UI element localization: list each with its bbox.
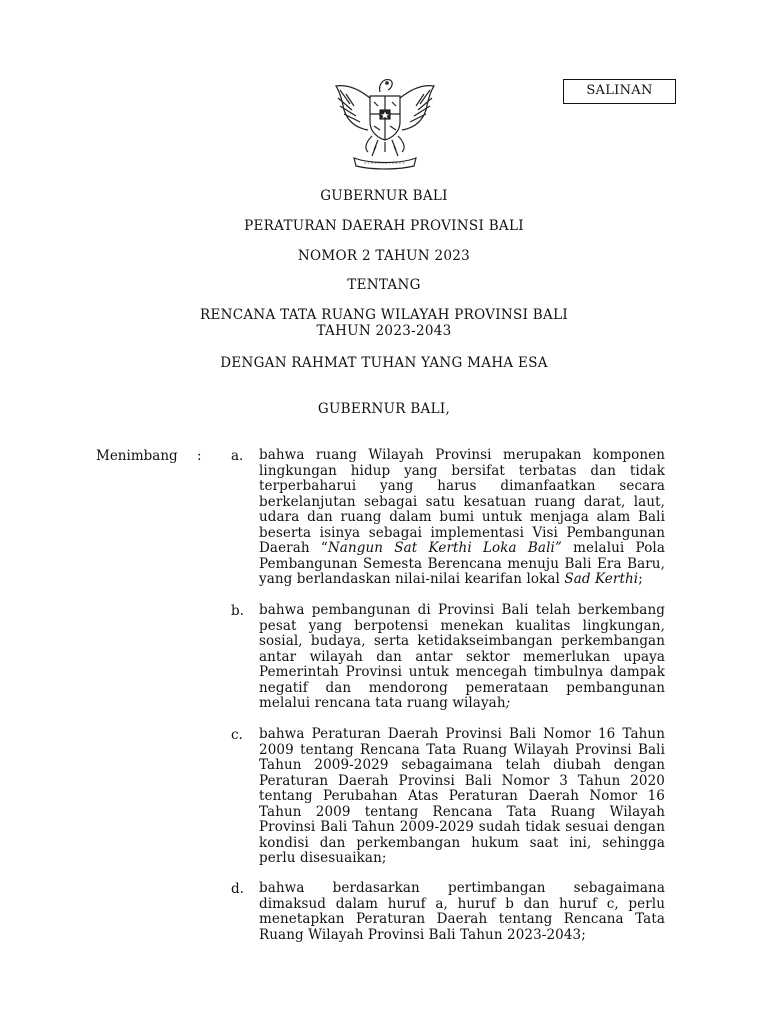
- considering-item-d: [231, 881, 665, 943]
- considering-label: Menimbang: [96, 448, 178, 464]
- item-text: bahwa ruang Wilayah Provinsi merupakan komponen lingkungan hidup yang bersifat terbatas dan tidak terperbaharui yang harus dimanfaatkan secara berkelanjutan sebagai satu kesatuan ruang darat, laut, udara dan ruang dalam bumi untuk menjaga alam Bali beserta isinya sebagai implementasi Visi Pembangunan Daerah “Nangun Sat Kerthi Loka Bali” melalui Pola Pembangunan Semesta Berencana menuju Bali Era Baru, yang berlandaskan nilai-nilai kearifan lokal Sad Kerthi;: [259, 447, 665, 587]
- copy-stamp: SALINAN: [563, 79, 676, 104]
- governor-heading: GUBERNUR BALI,: [317, 401, 451, 417]
- subject-line-2: TAHUN 2023-2043: [316, 323, 452, 339]
- subject-line-1: RENCANA TATA RUANG WILAYAH PROVINSI BALI: [200, 307, 568, 323]
- item-letter: d.: [231, 881, 244, 897]
- considering-item-c: [231, 727, 665, 867]
- considering-item-a: [231, 448, 665, 588]
- item-text: bahwa Peraturan Daerah Provinsi Bali Nomor 16 Tahun 2009 tentang Rencana Tata Ruang Wilayah Provinsi Bali Tahun 2009-2029 sebagaimana telah diubah dengan Peraturan Daerah Provinsi Bali Nomor 3 Tahun 2020 tentang Perubahan Atas Peraturan Daerah Nomor 16 Tahun 2009 tentang Rencana Tata Ruang Wilayah Provinsi Bali Tahun 2009-2029 sudah tidak sesuai dengan kondisi dan perkembangan hukum saat ini, sehingga perlu disesuaikan;: [259, 726, 665, 866]
- about-label: TENTANG: [347, 277, 421, 293]
- item-letter: b.: [231, 603, 244, 619]
- garuda-emblem: [330, 70, 440, 170]
- regulation-title: PERATURAN DAERAH PROVINSI BALI: [244, 218, 524, 234]
- item-letter: a.: [231, 448, 244, 464]
- item-text: bahwa pembangunan di Provinsi Bali telah berkembang pesat yang berpotensi menekan kualitas lingkungan, sosial, budaya, serta ketidakseimbangan perkembangan antar wilayah dan antar sektor memerlukan upaya Pemerintah Provinsi untuk mencegah timbulnya dampak negatif dan mendorong pemerataan pembangunan melalui rencana tata ruang wilayah;: [259, 602, 665, 711]
- invocation: DENGAN RAHMAT TUHAN YANG MAHA ESA: [220, 355, 548, 371]
- considering-item-b: [231, 603, 665, 712]
- regulation-number: NOMOR 2 TAHUN 2023: [297, 248, 471, 264]
- item-text: bahwa berdasarkan pertimbangan sebagaimana dimaksud dalam huruf a, huruf b dan huruf c, perlu menetapkan Peraturan Daerah tentang Rencana Tata Ruang Wilayah Provinsi Bali Tahun 2023-2043;: [259, 880, 665, 943]
- issuer-title: GUBERNUR BALI: [320, 188, 448, 204]
- considering-colon: :: [197, 448, 202, 464]
- item-letter: c.: [231, 727, 243, 743]
